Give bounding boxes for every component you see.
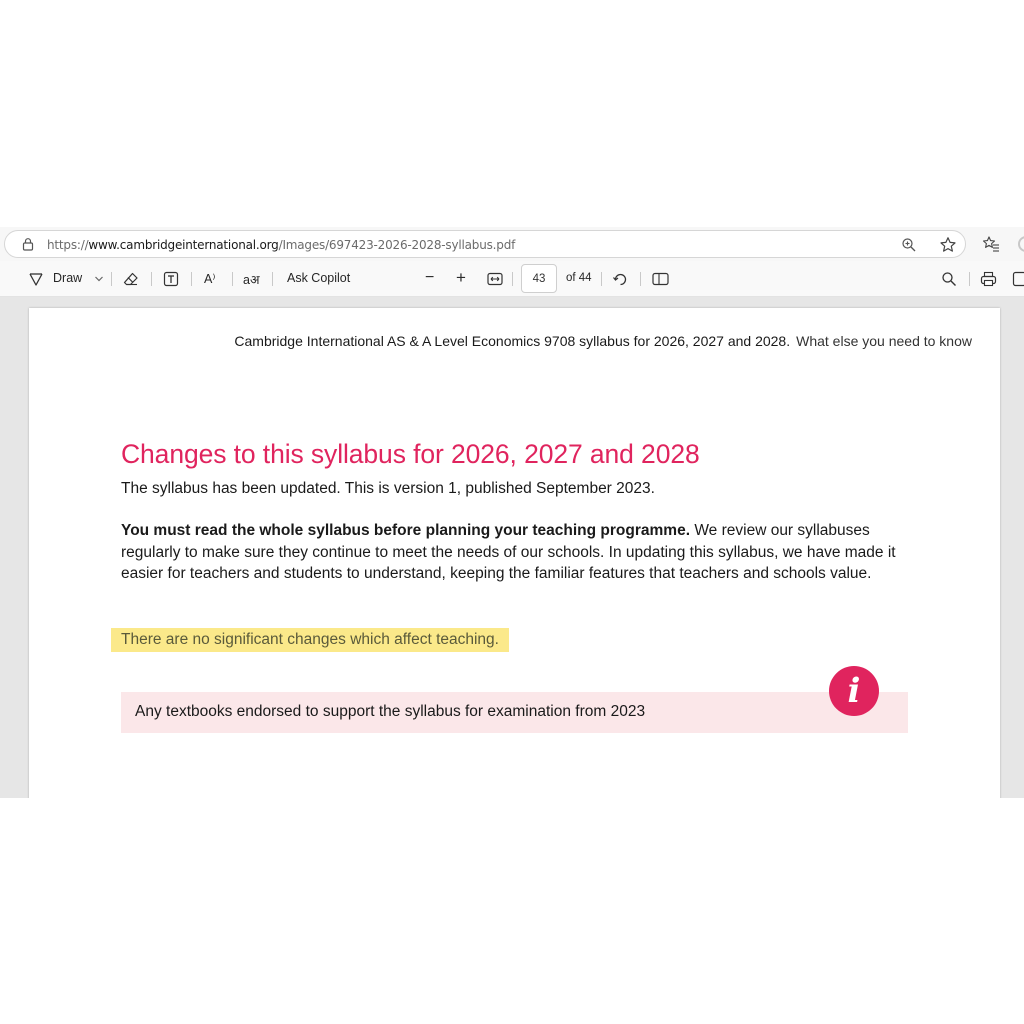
address-bar-row	[0, 227, 1024, 261]
minus-icon: −	[425, 269, 435, 286]
text-box-icon[interactable]	[163, 271, 179, 287]
translate-button[interactable]	[243, 271, 260, 288]
highlighted-text: There are no significant changes which affect teaching.	[111, 628, 509, 652]
page-view-icon[interactable]	[652, 272, 669, 286]
zoom-in-button[interactable]	[456, 268, 466, 288]
read-aloud-button[interactable]	[204, 271, 215, 286]
lock-icon[interactable]	[21, 237, 35, 251]
pdf-page	[29, 308, 1000, 798]
favorite-star-icon[interactable]	[939, 236, 957, 254]
page-heading: Changes to this syllabus for 2026, 2027 and 2028	[121, 439, 700, 469]
toolbar-divider	[601, 272, 602, 286]
chevron-down-icon[interactable]	[94, 275, 104, 283]
profile-icon[interactable]	[1018, 236, 1024, 252]
fit-to-width-icon[interactable]	[487, 272, 503, 286]
draw-button[interactable]	[53, 271, 82, 285]
ask-copilot-label: Ask Copilot	[287, 271, 351, 285]
url-path: /Images/697423-2026-2028-syllabus.pdf	[278, 238, 516, 252]
running-head-section: What else you need to know	[796, 333, 972, 349]
toolbar-divider	[272, 272, 273, 286]
draw-label: Draw	[53, 271, 83, 285]
version-text: The syllabus has been updated. This is version 1, published September 2023.	[121, 480, 655, 497]
read-aloud-icon: A⁾	[204, 272, 216, 286]
save-icon[interactable]	[1012, 271, 1024, 287]
body-strong-text: You must read the whole syllabus before planning your teaching programme.	[121, 522, 691, 539]
address-bar[interactable]	[4, 230, 966, 258]
toolbar-divider	[191, 272, 192, 286]
running-head	[234, 333, 972, 349]
plus-icon: +	[456, 268, 466, 287]
page-total	[566, 272, 592, 284]
translate-icon: aअ	[243, 273, 260, 287]
body-text: We review our syllabuses regularly to make sure they continue to meet the needs of our schools. In updating this syllabus, we have made it easier for teachers and students to understand, keeping the familiar features that teachers and schools value.	[121, 522, 896, 582]
running-head-title: Cambridge International AS & A Level Economics 9708 syllabus for 2026, 2027 and 2028.	[234, 333, 791, 349]
eraser-icon[interactable]	[123, 271, 139, 287]
zoom-icon[interactable]	[901, 237, 917, 253]
print-icon[interactable]	[980, 271, 997, 287]
body-paragraph	[121, 520, 921, 585]
search-icon[interactable]	[941, 271, 957, 287]
toolbar-divider	[111, 272, 112, 286]
url-text[interactable]	[47, 238, 515, 252]
page-number-input[interactable]: 43	[521, 264, 557, 293]
toolbar-divider	[151, 272, 152, 286]
toolbar-divider	[969, 272, 970, 286]
toolbar-divider	[640, 272, 641, 286]
favorites-icon[interactable]	[982, 235, 1000, 253]
info-box-text: Any textbooks endorsed to support the syllabus for examination from 2023	[135, 703, 646, 720]
pdf-toolbar	[0, 261, 1024, 297]
page-total-label: of 44	[566, 272, 592, 284]
zoom-out-button[interactable]	[425, 269, 434, 287]
toolbar-divider	[232, 272, 233, 286]
ask-copilot-button[interactable]	[287, 271, 350, 285]
url-host: www.cambridgeinternational.org	[88, 238, 279, 252]
info-box	[121, 692, 908, 733]
info-icon: i	[829, 666, 879, 716]
rotate-icon[interactable]	[612, 271, 629, 288]
pdf-viewport[interactable]	[0, 297, 1024, 798]
toolbar-divider	[512, 272, 513, 286]
url-prefix: https://	[47, 238, 89, 252]
draw-icon[interactable]	[28, 271, 44, 287]
